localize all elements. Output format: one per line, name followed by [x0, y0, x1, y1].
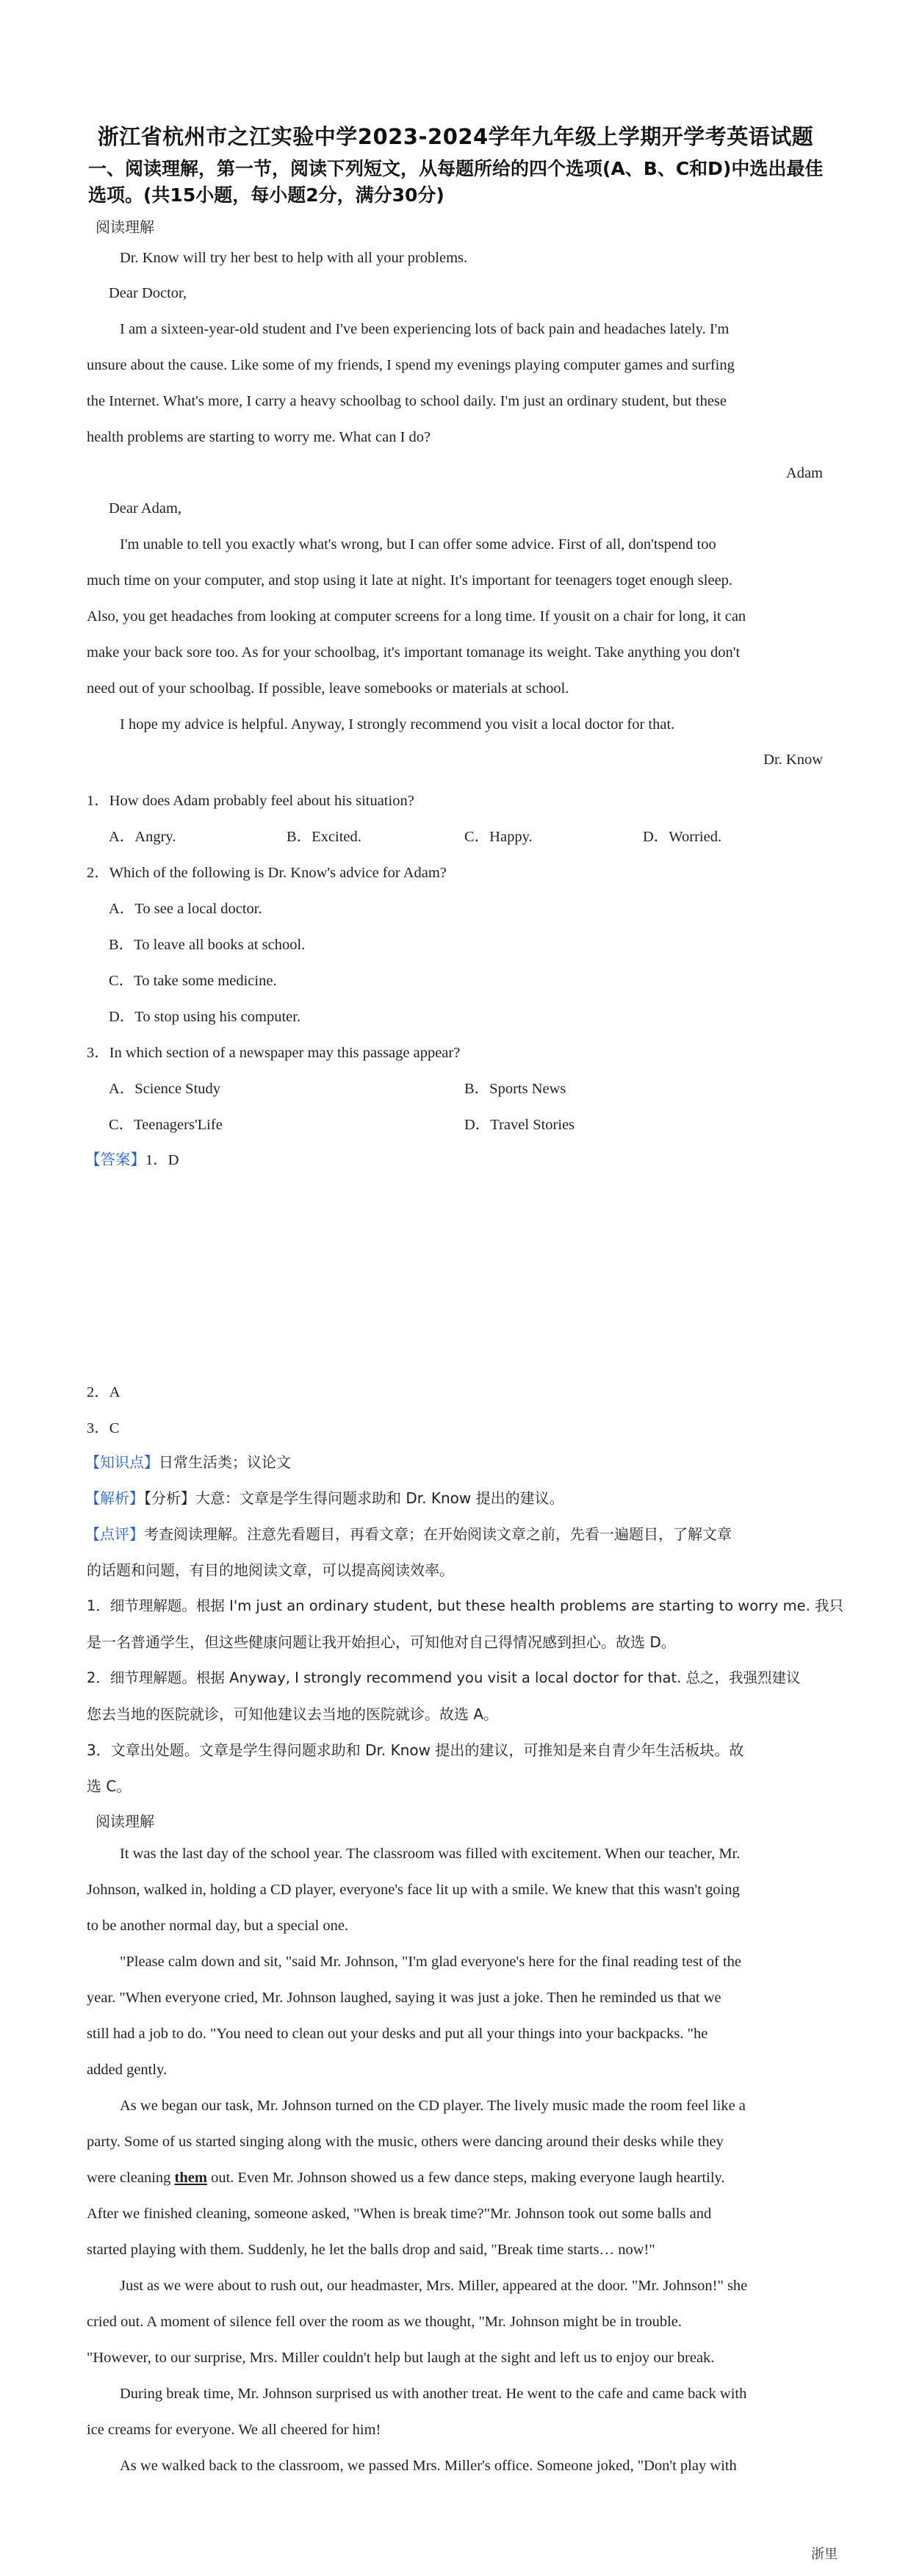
reply-signature: Dr. Know [763, 752, 823, 768]
reply-greeting: Dear Adam, [109, 500, 182, 517]
text-run: out. Even Mr. Johnson showed us a few dance steps, making everyone laugh heartily. [206, 2170, 725, 2186]
answer-tag: 【答案】 [85, 1151, 145, 1168]
dp-tag: 【点评】 [85, 1525, 144, 1543]
dp-text: 考查阅读理解。注意先看题目，再看文章；在开始阅读文章之前，先看一遍题目，了解文章 [144, 1525, 732, 1543]
passage-line: ice creams for everyone. We all cheered for him! [87, 2422, 381, 2438]
passage-line: still had a job to do. "You need to clean out your desks and put all your things into your backpacks. "he [87, 2026, 708, 2042]
answer-line [85, 1147, 179, 1169]
option: C．To take some medicine. [109, 973, 277, 989]
section-heading: 一、阅读理解，第一节，阅读下列短文，从每题所给的四个选项(A、B、C和D)中选出最佳选项。(共15小题，每小题2分，满分30分) [88, 158, 824, 206]
reply-line: need out of your schoolbag. If possible, leave somebooks or materials at school. [87, 680, 569, 697]
option: B．To leave all books at school. [109, 937, 306, 953]
kp-tag: 【知识点】 [85, 1453, 159, 1471]
option: B．Excited. [287, 829, 361, 845]
answer-3: 3．C [87, 1420, 120, 1436]
question-1: 1．How does Adam probably feel about his situation? [87, 793, 414, 809]
option: A．Science Study [109, 1081, 221, 1097]
passage-line: As we began our task, Mr. Johnson turned on the CD player. The lively music made the room feel like a [120, 2098, 746, 2114]
reply-line: I hope my advice is helpful. Anyway, I strongly recommend you visit a local doctor for that. [120, 716, 675, 733]
knowledge-point [85, 1450, 291, 1472]
explanation-line: 您去当地的医院就诊，可知他建议去当地的医院就诊。故选 A。 [87, 1705, 499, 1723]
explanation-line: 选 C。 [87, 1777, 132, 1795]
reply-line: I'm unable to tell you exactly what's wrong, but I can offer some advice. First of all, don'tspend too [120, 536, 716, 553]
reply-line: much time on your computer, and stop using it late at night. It's important for teenagers toget enough sleep. [87, 572, 733, 589]
passage-line: party. Some of us started singing along with the music, others were dancing around their desks while they [87, 2134, 724, 2150]
page-title: 浙江省杭州市之江实验中学2023-2024学年九年级上学期开学考英语试题 [97, 124, 814, 149]
passage-line: "However, to our surprise, Mrs. Miller couldn't help but laugh at the sight and left us to enjoy our break. [87, 2350, 715, 2366]
passage-line: It was the last day of the school year. The classroom was filled with excitement. When our teacher, Mr. [120, 1846, 741, 1862]
page-footer: 浙里 [811, 2547, 838, 2562]
answer-2: 2．A [87, 1384, 120, 1400]
answer-1: 1．D [145, 1152, 179, 1168]
passage-line: After we finished cleaning, someone asked, "When is break time?"Mr. Johnson took out some balls and [87, 2206, 712, 2222]
jx-tag: 【解析】 [85, 1489, 144, 1507]
explanation-line: 3．文章出处题。文章是学生得问题求助和 Dr. Know 提出的建议，可推知是来自青少年生活板块。故 [87, 1741, 744, 1759]
underlined-word: them [174, 2170, 207, 2186]
option: A．Angry. [109, 829, 176, 845]
passage-intro: Dr. Know will try her best to help with all your problems. [120, 250, 468, 266]
option: D．Travel Stories [464, 1117, 575, 1133]
passage-line: year. "When everyone cried, Mr. Johnson laughed, saying it was just a joke. Then he reminded us that we [87, 1990, 721, 2006]
reply-line: Also, you get headaches from looking at computer screens for a long time. If yousit on a chair for long, it can [87, 608, 746, 625]
option: C．Teenagers'Life [109, 1117, 223, 1133]
option: B．Sports News [464, 1081, 566, 1097]
letter-greeting: Dear Doctor, [109, 285, 187, 301]
option: D．To stop using his computer. [109, 1009, 301, 1025]
passage-line: Johnson, walked in, holding a CD player, everyone's face lit up with a smile. We knew that this wasn't going [87, 1882, 740, 1898]
passage-line: cried out. A moment of silence fell over the room as we thought, "Mr. Johnson might be in trouble. [87, 2314, 683, 2330]
passage-label: 阅读理解 [96, 1813, 154, 1830]
option: D．Worried. [643, 829, 722, 845]
letter-line: I am a sixteen-year-old student and I've been experiencing lots of back pain and headaches lately. I'm [120, 321, 730, 337]
text-run: were cleaning [87, 2170, 175, 2186]
kp-text: 日常生活类；议论文 [159, 1453, 291, 1471]
passage-line: As we walked back to the classroom, we passed Mrs. Miller's office. Someone joked, "Don't play with [120, 2458, 737, 2474]
option: A．To see a local doctor. [109, 901, 262, 917]
jx-text: 【分析】大意：文章是学生得问题求助和 Dr. Know 提出的建议。 [144, 1489, 564, 1507]
comment-line: 的话题和问题，有目的地阅读文章，可以提高阅读效率。 [87, 1561, 454, 1579]
reply-line: make your back sore too. As for your schoolbag, it's important tomanage its weight. Take anything you don't [87, 644, 741, 661]
option: C．Happy. [464, 829, 533, 845]
letter-line: the Internet. What's more, I carry a heavy schoolbag to school daily. I'm just an ordinary student, but these [87, 393, 727, 409]
explanation-line: 1．细节理解题。根据 I'm just an ordinary student, but these health problems are starting to worry me. 我只 [87, 1597, 843, 1614]
explanation-line: 是一名普通学生，但这些健康问题让我开始担心，可知他对自己得情况感到担心。故选 D。 [87, 1633, 676, 1651]
passage-line: to be another normal day, but a special one. [87, 1918, 349, 1934]
passage-line: added gently. [87, 2062, 168, 2078]
passage-line [87, 2170, 725, 2187]
passage-line: started playing with them. Suddenly, he let the balls drop and said, "Break time starts… now!" [87, 2242, 655, 2258]
question-3: 3．In which section of a newspaper may this passage appear? [87, 1045, 461, 1061]
letter-signature: Adam [785, 465, 823, 481]
comment [85, 1522, 732, 1544]
question-2: 2．Which of the following is Dr. Know's advice for Adam? [87, 865, 447, 881]
passage-line: "Please calm down and sit, "said Mr. Johnson, "I'm glad everyone's here for the final reading test of the [120, 1954, 742, 1970]
analysis [85, 1486, 564, 1508]
passage-label: 阅读理解 [96, 218, 154, 236]
passage-line: During break time, Mr. Johnson surprised us with another treat. He went to the cafe and came back with [120, 2386, 747, 2402]
letter-line: health problems are starting to worry me. What can I do? [87, 429, 431, 445]
letter-line: unsure about the cause. Like some of my friends, I spend my evenings playing computer games and surfing [87, 357, 735, 373]
passage-line: Just as we were about to rush out, our headmaster, Mrs. Miller, appeared at the door. "Mr. Johnson!" she [120, 2278, 748, 2294]
explanation-line: 2．细节理解题。根据 Anyway, I strongly recommend you visit a local doctor for that. 总之，我强烈建议 [87, 1669, 801, 1686]
